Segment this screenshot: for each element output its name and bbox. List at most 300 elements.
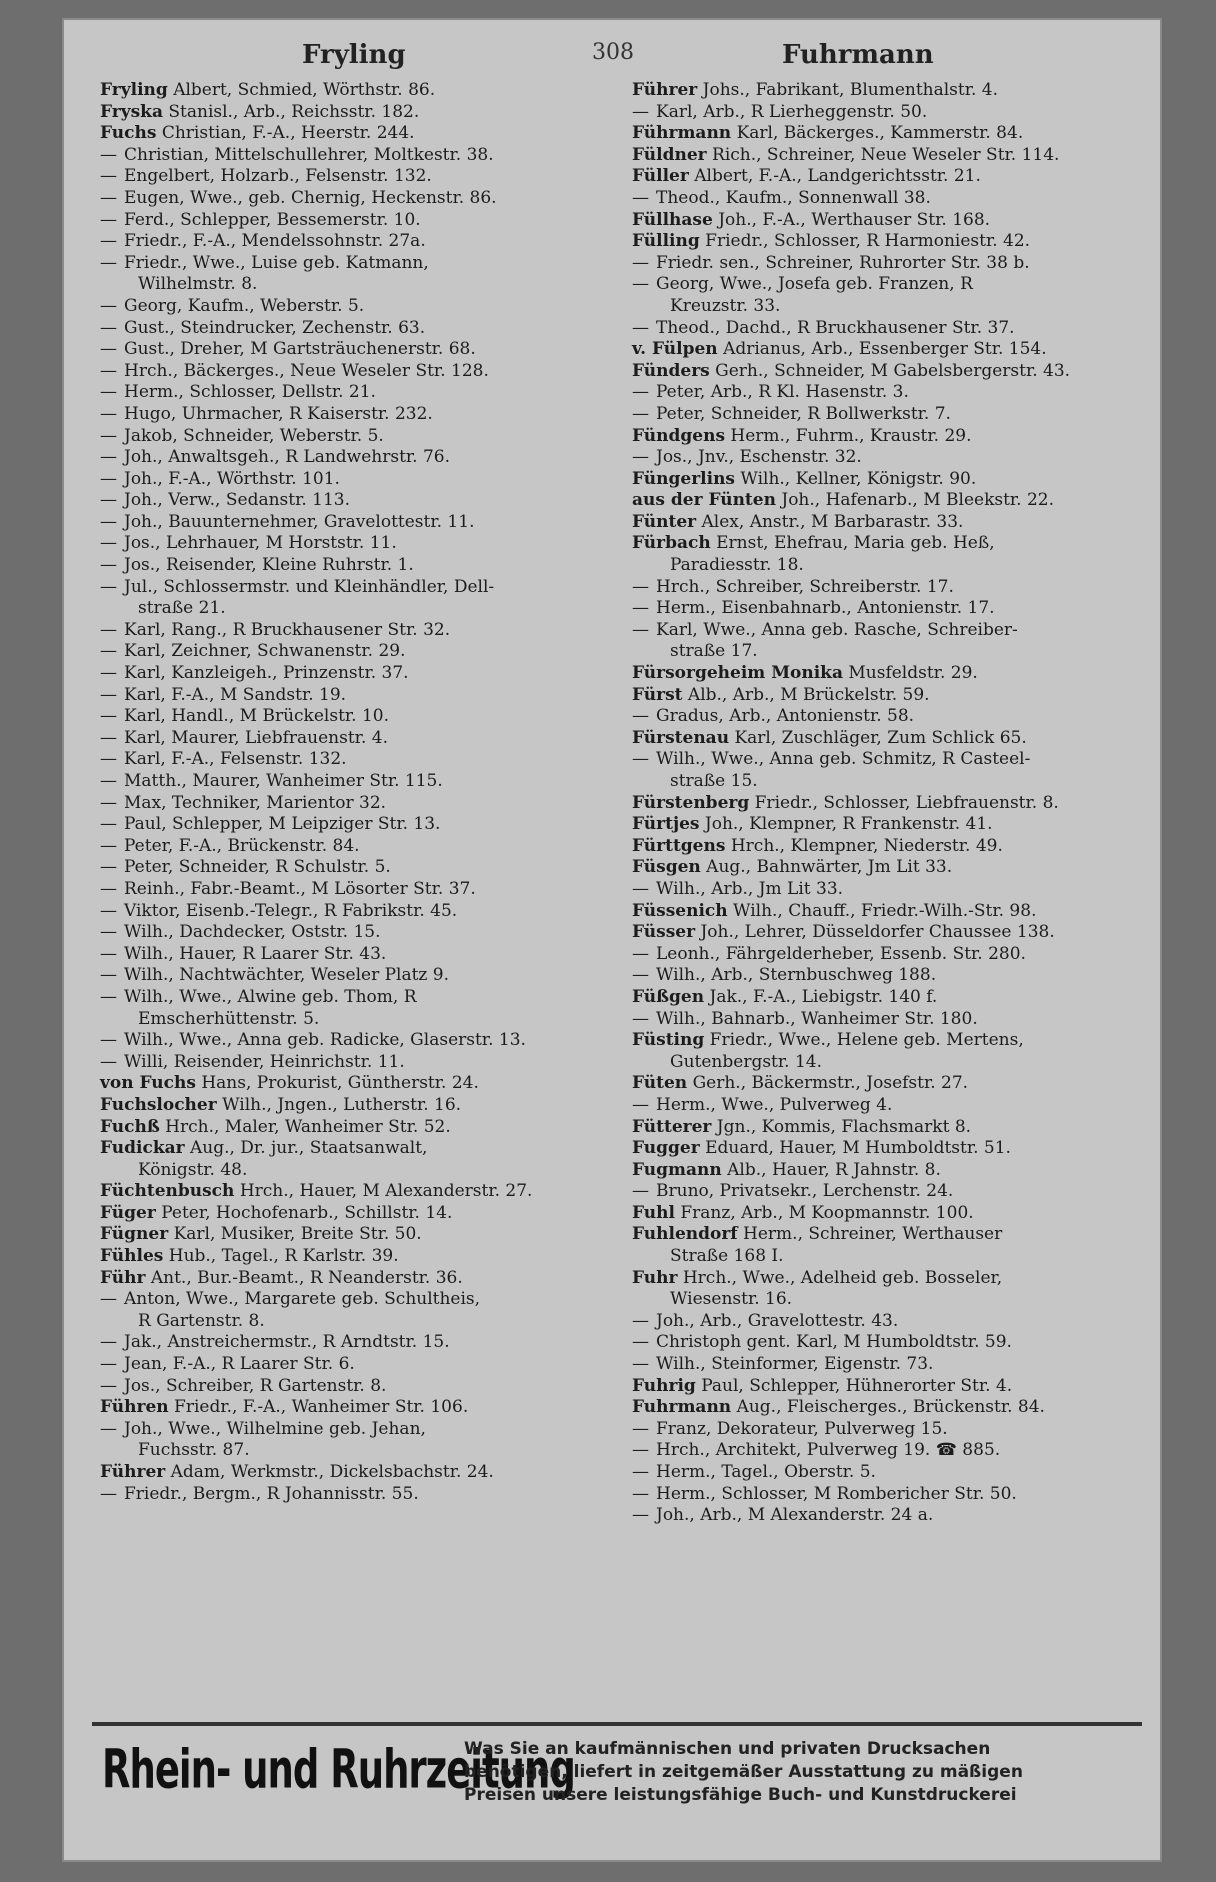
directory-entry	[100, 145, 586, 167]
entry-dash: —	[632, 943, 649, 964]
directory-entry	[632, 123, 1132, 145]
advertisement	[92, 1722, 1142, 1846]
entry-details: Alb., Arb., M Brückelstr. 59.	[687, 684, 930, 705]
directory-entry	[100, 512, 586, 534]
entry-continuation: Kreuzstr. 33.	[670, 295, 781, 316]
entry-details: Joh., Anwaltsgeh., R Landwehrstr. 76.	[124, 447, 451, 468]
directory-entry	[100, 814, 586, 836]
ad-line: Preisen unsere leistungsfähige Buch- und Kunstdruckerei	[464, 1785, 1017, 1805]
entry-dash: —	[100, 771, 117, 791]
entry-dash: —	[100, 749, 117, 770]
entry-surname: Führmann	[632, 123, 732, 144]
directory-entry	[100, 641, 586, 663]
entry-dash: —	[632, 1483, 649, 1504]
directory-entry	[632, 1462, 1132, 1484]
entry-details: Hrch., Architekt, Pulverweg 19. ☎ 885.	[656, 1440, 1001, 1461]
directory-entry	[100, 1224, 586, 1246]
entry-details: Viktor, Eisenb.-Telegr., R Fabrikstr. 45.	[124, 900, 458, 921]
directory-entry	[100, 1289, 586, 1311]
entry-dash: —	[100, 187, 117, 208]
directory-entry	[632, 598, 1132, 620]
entry-details: Wilh., Wwe., Anna geb. Schmitz, R Casteel-	[656, 749, 1031, 770]
directory-entry	[100, 1181, 586, 1203]
entry-details: Friedr., F.-A., Mendelssohnstr. 27a.	[124, 231, 426, 252]
directory-entry	[100, 166, 586, 188]
entry-details: Jos., Lehrhauer, M Horststr. 11.	[124, 533, 397, 554]
entry-continuation: Fuchsstr. 87.	[138, 1440, 250, 1461]
entry-dash: —	[100, 943, 117, 964]
entry-dash: —	[100, 1375, 117, 1396]
entry-surname: Fuhr	[632, 1267, 678, 1288]
entry-details: Karl, Musiker, Breite Str. 50.	[173, 1224, 422, 1245]
entry-dash: —	[100, 576, 117, 597]
entry-dash: —	[100, 490, 117, 511]
page-number: 308	[592, 40, 634, 65]
directory-entry	[100, 1397, 586, 1419]
entry-surname: Füssenich	[632, 900, 728, 921]
directory-entry	[632, 555, 1132, 577]
entry-details: Wilh., Wwe., Alwine geb. Thom, R	[124, 986, 417, 1007]
directory-entry	[100, 469, 586, 491]
entry-dash: —	[100, 166, 117, 187]
directory-entry	[632, 685, 1132, 707]
entry-details: Karl, Handl., M Brückelstr. 10.	[124, 706, 390, 727]
directory-entry	[632, 814, 1132, 836]
entry-details: Alb., Hauer, R Jahnstr. 8.	[727, 1159, 941, 1180]
directory-entry	[632, 533, 1132, 555]
directory-entry	[100, 231, 586, 253]
entry-surname: Füten	[632, 1073, 688, 1094]
entry-surname: Fuchs	[100, 123, 157, 144]
directory-entry	[632, 857, 1132, 879]
entry-details: Theod., Dachd., R Bruckhausener Str. 37.	[656, 317, 1015, 338]
directory-entry	[100, 296, 586, 318]
directory-entry	[632, 749, 1132, 771]
entry-continuation: Straße 168 I.	[670, 1246, 784, 1267]
entry-surname: Fuhlendorf	[632, 1224, 738, 1245]
directory-entry	[632, 318, 1132, 340]
directory-entry	[632, 253, 1132, 275]
entry-details: Wilh., Chauff., Friedr.-Wilh.-Str. 98.	[733, 900, 1037, 921]
entry-details: Georg, Wwe., Josefa geb. Franzen, R	[656, 274, 973, 295]
directory-entry	[100, 1052, 586, 1074]
entry-dash: —	[632, 1462, 649, 1482]
entry-details: Rich., Schreiner, Neue Weseler Str. 114.	[712, 144, 1060, 165]
directory-entry	[632, 987, 1132, 1009]
entry-details: Herm., Schreiner, Werthauser	[743, 1224, 1003, 1245]
entry-dash: —	[100, 295, 117, 316]
directory-entry	[632, 1484, 1132, 1506]
header-left-word: Fryling	[302, 40, 406, 70]
entry-dash: —	[100, 360, 117, 381]
entry-dash: —	[100, 468, 117, 489]
entry-details: Jak., Anstreichermstr., R Arndtstr. 15.	[124, 1332, 450, 1353]
entry-details: Joh., F.-A., Wörthstr. 101.	[124, 468, 340, 489]
entry-surname: Fürst	[632, 684, 683, 705]
directory-entry	[632, 1419, 1132, 1441]
directory-entry	[632, 490, 1132, 512]
entry-details: Jul., Schlossermstr. und Kleinhändler, Dell-	[124, 576, 495, 597]
directory-entry	[100, 706, 586, 728]
entry-details: Aug., Bahnwärter, Jm Lit 33.	[706, 857, 953, 878]
entry-surname: Füsser	[632, 922, 696, 943]
entry-surname: Fülling	[632, 231, 700, 252]
directory-entry	[100, 1484, 586, 1506]
entry-details: Jgn., Kommis, Flachsmarkt 8.	[716, 1116, 972, 1137]
entry-dash: —	[100, 555, 117, 576]
newspaper-logo: Rhein- und Ruhrzeitung	[102, 1738, 575, 1801]
entry-dash: —	[100, 339, 117, 360]
directory-entry	[632, 1224, 1132, 1246]
directory-entry	[100, 857, 586, 879]
entry-details: Karl, Zeichner, Schwanenstr. 29.	[124, 641, 406, 662]
entry-surname: Füller	[632, 166, 689, 187]
entry-details: Karl, Arb., R Lierheggenstr. 50.	[656, 101, 928, 122]
directory-entry	[632, 1009, 1132, 1031]
entry-details: Joh., Arb., M Alexanderstr. 24 a.	[656, 1505, 934, 1526]
entry-dash: —	[100, 684, 117, 705]
directory-entry	[100, 426, 586, 448]
left-column	[100, 80, 586, 1505]
entry-continuation: Königstr. 48.	[138, 1159, 248, 1180]
entry-surname: Fühles	[100, 1246, 164, 1267]
entry-surname: Fuhrmann	[632, 1397, 732, 1418]
directory-entry	[100, 123, 586, 145]
entry-details: Friedr., Wwe., Helene geb. Mertens,	[709, 1030, 1024, 1051]
entry-continuation: Emscherhüttenstr. 5.	[138, 1008, 320, 1029]
entry-dash: —	[100, 1051, 117, 1072]
entry-details: Jean, F.-A., R Laarer Str. 6.	[124, 1354, 355, 1375]
entry-details: Wilh., Steinformer, Eigenstr. 73.	[656, 1354, 934, 1375]
directory-entry	[100, 80, 586, 102]
directory-entry	[632, 1376, 1132, 1398]
entry-surname: Fünter	[632, 511, 697, 532]
directory-entry	[632, 793, 1132, 815]
entry-details: Max, Techniker, Marientor 32.	[124, 792, 387, 813]
entry-details: Friedr. sen., Schreiner, Ruhrorter Str. 38 b.	[656, 252, 1030, 273]
entry-surname: Fudickar	[100, 1138, 185, 1159]
entry-details: Franz, Arb., M Koopmannstr. 100.	[680, 1202, 974, 1223]
entry-details: Peter, F.-A., Brückenstr. 84.	[124, 835, 360, 856]
entry-details: Ant., Bur.-Beamt., R Neanderstr. 36.	[150, 1267, 463, 1288]
entry-dash: —	[100, 1483, 117, 1504]
entry-surname: aus der Fünten	[632, 490, 776, 511]
entry-dash: —	[100, 792, 117, 813]
directory-entry	[100, 210, 586, 232]
entry-surname: Füsgen	[632, 857, 701, 878]
entry-dash: —	[632, 1354, 649, 1375]
entry-details: Herm., Eisenbahnarb., Antonienstr. 17.	[656, 598, 995, 619]
directory-entry	[100, 1160, 586, 1182]
entry-surname: Fugger	[632, 1138, 700, 1159]
entry-dash: —	[632, 101, 649, 122]
entry-details: Wilh., Arb., Sternbuschweg 188.	[656, 965, 937, 986]
entry-surname: Fürsorgeheim Monika	[632, 663, 843, 684]
entry-surname: Fryling	[100, 80, 168, 100]
entry-details: Karl, Rang., R Bruckhausener Str. 32.	[124, 619, 451, 640]
directory-entry	[632, 1397, 1132, 1419]
entry-details: Karl, F.-A., Felsenstr. 132.	[124, 749, 347, 770]
entry-surname: Fuhrig	[632, 1375, 696, 1396]
entry-details: Leonh., Fährgelderheber, Essenb. Str. 280.	[656, 943, 1026, 964]
entry-details: Hrch., Schreiber, Schreiberstr. 17.	[656, 576, 954, 597]
directory-entry	[100, 555, 586, 577]
directory-entry	[632, 1138, 1132, 1160]
directory-entry	[100, 1440, 586, 1462]
directory-entry	[100, 490, 586, 512]
entry-details: Matth., Maurer, Wanheimer Str. 115.	[124, 771, 443, 791]
entry-dash: —	[100, 878, 117, 899]
entry-dash: —	[632, 317, 649, 338]
entry-details: Eduard, Hauer, M Humboldtstr. 51.	[705, 1138, 1011, 1159]
directory-entry	[100, 793, 586, 815]
directory-entry	[100, 577, 586, 599]
entry-details: Hrch., Hauer, M Alexanderstr. 27.	[239, 1181, 533, 1202]
ad-line: benötigen, liefert in zeitgemäßer Ausstattung zu mäßigen	[464, 1762, 1023, 1782]
entry-dash: —	[632, 1440, 649, 1461]
directory-entry	[632, 901, 1132, 923]
entry-details: Herm., Tagel., Oberstr. 5.	[656, 1462, 876, 1482]
entry-dash: —	[100, 425, 117, 446]
entry-surname: Fügner	[100, 1224, 169, 1245]
entry-details: Willi, Reisender, Heinrichstr. 11.	[124, 1051, 405, 1072]
directory-entry	[100, 836, 586, 858]
directory-entry	[100, 361, 586, 383]
entry-details: Gerh., Bäckermstr., Josefstr. 27.	[692, 1073, 969, 1094]
entry-dash: —	[100, 1030, 117, 1051]
directory-entry	[632, 663, 1132, 685]
directory-entry	[632, 296, 1132, 318]
entry-dash: —	[632, 1332, 649, 1353]
directory-entry	[632, 404, 1132, 426]
directory-entry	[632, 577, 1132, 599]
entry-surname: Fürbach	[632, 533, 711, 554]
entry-details: Hrch., Maler, Wanheimer Str. 52.	[165, 1116, 451, 1137]
entry-dash: —	[100, 619, 117, 640]
entry-dash: —	[100, 209, 117, 230]
directory-entry	[632, 1181, 1132, 1203]
entry-details: Stanisl., Arb., Reichsstr. 182.	[168, 101, 420, 122]
directory-entry	[100, 1376, 586, 1398]
entry-details: Karl, Kanzleigeh., Prinzenstr. 37.	[124, 663, 409, 684]
entry-dash: —	[100, 1332, 117, 1353]
entry-dash: —	[100, 922, 117, 943]
directory-entry	[100, 533, 586, 555]
entry-dash: —	[632, 706, 649, 727]
entry-details: Theod., Kaufm., Sonnenwall 38.	[656, 187, 931, 208]
directory-entry	[100, 1203, 586, 1225]
directory-entry	[632, 1095, 1132, 1117]
entry-details: Karl, F.-A., M Sandstr. 19.	[124, 684, 347, 705]
entry-dash: —	[632, 598, 649, 619]
entry-details: Christian, Mittelschullehrer, Moltkestr. 38.	[124, 144, 494, 165]
directory-entry	[100, 598, 586, 620]
directory-entry	[632, 1073, 1132, 1095]
directory-entry	[100, 771, 586, 793]
entry-surname: Füldner	[632, 144, 707, 165]
entry-details: Peter, Schneider, R Bollwerkstr. 7.	[656, 403, 951, 424]
entry-dash: —	[100, 382, 117, 403]
entry-details: Eugen, Wwe., geb. Chernig, Heckenstr. 86.	[124, 187, 497, 208]
directory-entry	[632, 426, 1132, 448]
entry-surname: Führer	[632, 80, 698, 100]
directory-entry	[100, 1354, 586, 1376]
directory-entry	[632, 1289, 1132, 1311]
entry-details: Jos., Jnv., Eschenstr. 32.	[656, 447, 862, 468]
entry-dash: —	[100, 403, 117, 424]
entry-dash: —	[100, 511, 117, 532]
entry-details: Joh., Bauunternehmer, Gravelottestr. 11.	[124, 511, 475, 532]
entry-details: Wilh., Dachdecker, Oststr. 15.	[124, 922, 381, 943]
directory-entry	[632, 1052, 1132, 1074]
directory-entry	[632, 512, 1132, 534]
directory-entry	[100, 447, 586, 469]
entry-details: Adrianus, Arb., Essenberger Str. 154.	[723, 339, 1047, 360]
directory-entry	[100, 274, 586, 296]
entry-details: Wilh., Kellner, Königstr. 90.	[740, 468, 977, 489]
entry-surname: Füngerlins	[632, 468, 735, 489]
entry-details: Jos., Reisender, Kleine Ruhrstr. 1.	[124, 555, 414, 576]
entry-dash: —	[100, 857, 117, 878]
directory-entry	[100, 1009, 586, 1031]
directory-entry	[100, 339, 586, 361]
entry-details: Engelbert, Holzarb., Felsenstr. 132.	[124, 166, 432, 187]
directory-entry	[100, 879, 586, 901]
entry-details: Herm., Fuhrm., Kraustr. 29.	[730, 425, 972, 446]
directory-entry	[100, 1332, 586, 1354]
directory-entry	[632, 1440, 1132, 1462]
entry-details: Wilh., Arb., Jm Lit 33.	[656, 878, 844, 899]
entry-details: Herm., Schlosser, M Rombericher Str. 50.	[656, 1483, 1017, 1504]
entry-details: Karl, Zuschläger, Zum Schlick 65.	[734, 727, 1027, 748]
entry-details: Hrch., Klempner, Niederstr. 49.	[730, 835, 1003, 856]
entry-dash: —	[632, 878, 649, 899]
entry-dash: —	[632, 403, 649, 424]
entry-details: Herm., Wwe., Pulverweg 4.	[656, 1094, 893, 1115]
entry-details: Peter, Hochofenarb., Schillstr. 14.	[161, 1202, 453, 1223]
directory-entry	[632, 706, 1132, 728]
entry-dash: —	[100, 706, 117, 727]
directory-entry	[100, 1268, 586, 1290]
directory-entry	[100, 1030, 586, 1052]
directory-entry	[100, 1419, 586, 1441]
entry-continuation: Wiesenstr. 16.	[670, 1289, 793, 1310]
directory-entry	[100, 1311, 586, 1333]
directory-entry	[632, 1117, 1132, 1139]
entry-details: Peter, Schneider, R Schulstr. 5.	[124, 857, 391, 878]
entry-details: Christian, F.-A., Heerstr. 244.	[161, 123, 415, 144]
entry-details: Franz, Dekorateur, Pulverweg 15.	[656, 1418, 948, 1439]
entry-surname: Fünders	[632, 360, 710, 381]
entry-details: Friedr., Wwe., Luise geb. Katmann,	[124, 252, 429, 273]
entry-details: Albert, F.-A., Landgerichtsstr. 21.	[694, 166, 981, 187]
entry-dash: —	[100, 1354, 117, 1375]
entry-surname: Füchtenbusch	[100, 1181, 235, 1202]
directory-entry	[632, 274, 1132, 296]
directory-entry	[632, 80, 1132, 102]
directory-entry	[632, 944, 1132, 966]
directory-entry	[100, 987, 586, 1009]
directory-entry	[632, 1160, 1132, 1182]
entry-surname: Fürstenberg	[632, 792, 750, 813]
entry-surname: Fryska	[100, 101, 163, 122]
entry-dash: —	[100, 986, 117, 1007]
entry-details: Joh., Verw., Sedanstr. 113.	[124, 490, 351, 511]
entry-details: Wilh., Bahnarb., Wanheimer Str. 180.	[656, 1008, 978, 1029]
directory-entry	[100, 749, 586, 771]
directory-entry	[632, 1246, 1132, 1268]
entry-surname: Fuchslocher	[100, 1094, 217, 1115]
entry-dash: —	[632, 619, 649, 640]
entry-surname: Füger	[100, 1202, 156, 1223]
directory-entry	[632, 771, 1132, 793]
entry-dash: —	[632, 1505, 649, 1526]
entry-details: Joh., Lehrer, Düsseldorfer Chaussee 138.	[700, 922, 1055, 943]
directory-entry	[632, 1268, 1132, 1290]
entry-details: Joh., Hafenarb., M Bleekstr. 22.	[781, 490, 1055, 511]
entry-details: Georg, Kaufm., Weberstr. 5.	[124, 295, 365, 316]
entry-dash: —	[100, 1418, 117, 1439]
entry-dash: —	[632, 965, 649, 986]
directory-entry	[632, 469, 1132, 491]
entry-dash: —	[100, 965, 117, 986]
directory-page	[62, 18, 1162, 1862]
entry-surname: Fuchß	[100, 1116, 160, 1137]
entry-dash: —	[100, 814, 117, 835]
entry-surname: Füßgen	[632, 986, 705, 1007]
entry-dash: —	[632, 1008, 649, 1029]
entry-continuation: straße 15.	[670, 771, 758, 791]
entry-surname: Führ	[100, 1267, 146, 1288]
entry-surname: Fürttgens	[632, 835, 726, 856]
directory-entry	[632, 1505, 1132, 1527]
directory-entry	[632, 1203, 1132, 1225]
directory-entry	[100, 404, 586, 426]
entry-dash: —	[632, 1418, 649, 1439]
entry-surname: Füllhase	[632, 209, 713, 230]
directory-entry	[100, 685, 586, 707]
entry-dash: —	[632, 1310, 649, 1331]
entry-continuation: straße 21.	[138, 598, 226, 619]
directory-entry	[100, 663, 586, 685]
directory-entry	[100, 944, 586, 966]
entry-details: Christoph gent. Karl, M Humboldtstr. 59.	[656, 1332, 1012, 1353]
entry-details: Wilh., Wwe., Anna geb. Radicke, Glaserstr. 13.	[124, 1030, 526, 1051]
directory-entry	[632, 361, 1132, 383]
entry-dash: —	[632, 1181, 649, 1202]
entry-details: Joh., F.-A., Werthauser Str. 168.	[718, 209, 991, 230]
page-header	[62, 40, 1162, 80]
entry-details: Johs., Fabrikant, Blumenthalstr. 4.	[702, 80, 999, 100]
directory-entry	[632, 836, 1132, 858]
entry-dash: —	[632, 576, 649, 597]
directory-entry	[632, 188, 1132, 210]
entry-details: Joh., Wwe., Wilhelmine geb. Jehan,	[124, 1418, 426, 1439]
entry-details: Gust., Dreher, M Gartsträuchenerstr. 68.	[124, 339, 476, 360]
entry-dash: —	[100, 317, 117, 338]
directory-entry	[632, 965, 1132, 987]
entry-details: Jos., Schreiber, R Gartenstr. 8.	[124, 1375, 387, 1396]
directory-entry	[100, 253, 586, 275]
entry-dash: —	[100, 900, 117, 921]
directory-entry	[100, 965, 586, 987]
entry-details: Hans, Prokurist, Güntherstr. 24.	[201, 1073, 479, 1094]
entry-surname: Fütterer	[632, 1116, 712, 1137]
entry-dash: —	[100, 231, 117, 252]
entry-dash: —	[100, 533, 117, 554]
entry-surname: Führen	[100, 1397, 169, 1418]
entry-details: Hugo, Uhrmacher, R Kaiserstr. 232.	[124, 403, 433, 424]
